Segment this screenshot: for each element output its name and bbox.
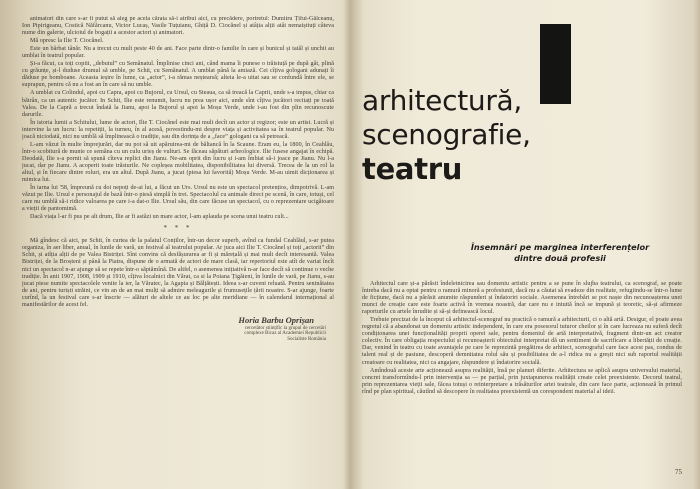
paragraph: A umblat cu Colindul, apoi cu Capra, apoi cu Bujorul, cu Ursul, cu Steaua, ca să treacă la Caprii, unde s-a impus, chiar ca bătrân, ca un autentic jucător. In Schit, Ilie este renumit, lucru nu prea ușor aici, unde sînt cîțiva jucători recitați pe toată Valea. De la Capră a trecut îndată la Jianu, apoi la Bujorul și apoi la Moșu Verde, unde i-au fost din plin recunoscute darurile.: [22, 90, 334, 118]
paragraph: Dacă viața l-ar fi pus pe alt drum, Ilie ar fi astăzi un mare actor, l-am aplauda pe scena unui teatru cult...: [30, 214, 289, 221]
paragraph: Este un bărbat tânăr. Nu a trecut cu mult peste 40 de ani. Face parte dintr-o familie în care și bunicul și tatăl și unchii au umblat în teatrul popular.: [22, 46, 334, 60]
title-line: arhitectură,: [362, 84, 522, 117]
author-name: Horia Barbu Oprișan: [238, 314, 314, 325]
paragraph: L-am văzut în multe împrejurări, dar nu pot să uit apăruirea-mi de băltancă în la Scaune. Eram eu, la 1800, în Ceahlău, într-o scobitură de munte ce semăna cu un culu urieș de vulturi. Se făceau săpături arheologice. Ilie fusese angajat în echipă. Deodată, Ilie s-a pornit să spună cîteva replici din Jianu. Ne-am oprit din lucru și i-am îmbiat să-i joace pe Jianu. Nu l-a jucat, dar pe Jianu. A acoperit toate trăsturile. Ne copleșea mobilitatea, disponibilitatea lui diversă. Trecea de la un rol la altul, și în fiecare dintre roluri, era un altul. După Jianu, a jucat (piesa lui favorită) Moșu Verde. M-au uimit dicționarea și mimica lui.: [22, 141, 334, 184]
paragraph: animatori din care s-ar fi putut să aleg pe acela cărata să-i atribui aici, cu precădere, portretul: Dumitru Țifui-Gălceanu, Ion Pipirigeanu, Costică Năfărcanu, Victor Lucaș, Vasile Tuțuianu, Ghiță D. Ciocănel și atâția alții atât nemaiștiuți câteva nume din galerie, ulcioiul de bogații a acestor actori și animatori.: [22, 16, 334, 37]
paragraph: Și-a făcut, ca toți copiii, „debutul” cu Semănatul. Împlinise cinci ani, când mama îi punese o trăistuță pe după gât, plină cu grăunțe, și-l duduse drumul să umble, pe Schit, cu Semănatul. A umblat până la amiază. Cei cîțiva gologani adunați îi dăduse pe bomboane. Aceasta ieșire în lume, ca „actor”, i-a rămas neștearsă; alteia le-a uitat sau se confundă între ele, se suprapun, pentru că nu a fost an în care să nu umble.: [22, 61, 334, 89]
paragraph: Mă opresc la Ilie T. Ciocănel.: [30, 38, 104, 45]
page-number: 75: [675, 468, 682, 476]
author-note-line: Socialiste România: [287, 336, 326, 342]
paragraph: Trebuie precizat de la început că arhitectul-scenograf nu practică o ramură a arhitecturii, ci o altă artă. Desigur, el poate avea regretul că a abandonat un domeniu artistic independent, în care era posesorul tuturor cheilor și în care lucreaza nu suferă decît condiționarea unei funcționalități proprii operei sale, pentru domeniul de artă interpretativă, fragment dintr-un act creator colectiv. În care obligația respectului și recunoașterii obiectului interpretat dă un sentiment de sacrificare a libertății de creație. Dar, venind în teatru cu toate avantajele pe care le reprezintă pregătirea de arhitect, scenograful care face acest pas, condus de talent real și de pasiune, descoperă demnitatea rolul său și posibilitatea de a-l ridica nu a greșit nici sub raportul realității creatoare cu realitatea, nici ca angajare, răspundere și îndatorire socială.: [362, 317, 682, 366]
article-subtitle: [460, 242, 660, 264]
left-column: [22, 16, 334, 343]
paragraph: În istoria lumii a Schitului, lume de actori, Ilie T. Ciocănel este mai mult decît un actor și regizor; este un artist. Lucră și intervine la un lucru: la repetiții, la turneu, în al acesă, povestindu-mi despre viața și activitatea sa în teatrul popular. Nu joacă niciodată, nici nu umblă să împlinească o tradiție, sau din dorința de a „face” gologani ca să petreacă.: [22, 119, 334, 140]
paragraph: În iarna lui '58, împreună cu doi nepoți de-ai lui, a făcut un Urs. Ursul nu este un spectacol pretențios, dimpotrivă. L-am văzut pe Ilie. Ursul e personajul de bază într-o piesă simplă în trei. Spectacolul cu animale direct pe scenă, în care, totuși, cel care nu umblă să-i ridice valoarea pe care i-a dat-o Ilie. Ursul său, din care făcuse un spectacol, cu o reprezentare ucigătoare a vieții de pantomimă.: [22, 185, 334, 213]
subtitle-line: Însemnări pe marginea interferențelor: [470, 242, 650, 252]
section-separator: * * *: [163, 224, 193, 233]
article-body: [362, 281, 682, 397]
author-note-line: complexe Bicaz al Academiei Republicii: [244, 331, 326, 337]
paragraph: Amîndouă aceste arte acționează asupra realității, însă pe planuri diferite. Arhitectura se aplică asupra universului material, concret transformîndu-l prin intervenția sa — pe parțial, prin juxtapunerea realității create celei preexistente. Decorul teatral, prin reprezentarea vieții sale, făcea totuși o reinterpretare a trăsăturilor artei teatrale, din care face parte, acționează în primul rînd pe plan spiritual, căutînd să descopere în realitatea preexistentă un corespondent material al ideii.: [362, 367, 682, 395]
title-line: teatru: [362, 152, 463, 186]
left-page: [22, 16, 334, 476]
subtitle-line: dintre două profesii: [514, 253, 606, 263]
title-line: scenografie,: [362, 118, 531, 151]
article-title: [362, 84, 682, 186]
author-note-line: cercetător științific la grupul de cercetări: [244, 325, 326, 331]
paragraph: Mă gîndesc că aici, pe Schit, în curtea de la palatul Conților, într-un decor superb, avînd ca fundal Ceahlăul, s-ar putea organiza, în aer liber, anual, în lunile de vară, un festival al teatrului popular. Ar juca aici Ilie T. Ciocănel și toți „actorii” din Schit, și atîția alții de pe Valea Bistriței. Sînt convins că desfășurarea ar fi și mărețală și mai mult decît interesantă. Valea Bistriței, de la Broșteni și până la Piatra, dispune de o armată de actori de mare clasă, iar repertoriul este atît de variat încît nici un spectacol n-ar ajunge să se repete într-o săptămînă. De altfel, o asemenea inițiativă n-ar face decît să continue o veche tradiție. În anii 1907, 1908, 1909 și 1910, cîțiva localnici din Vărat, ca si la Poiana Țigăieni, în lunile de vară, pe Jianu, s-au jucat piese numite spectacolele venite la ier, la Văratec, la Agapia și Bălțătești. Ideea s-ar cuveni reluată. Pentru seninătatea de ani, pentru turiști străini, ce vin an de an mai mulți să admire meleagurile și frumusețile țării noastre. S-ar ajunge, foarte curînd, la un festival care s-ar înscrie — alături de altele ce au loc pe alte meridiane — în calendarul internațional al manifestărilor de acest fel.: [22, 238, 334, 308]
right-page: [362, 16, 684, 476]
paragraph: Arhitectul care și-a părăsit îndeletnicirea sau domeniu artistic pentru a se pune în slujba teatrului, ca scenograf, se poate întreba dacă nu a optat pentru o ramură minoră a profesiunii, dacă nu a căutat să evadeze din realitate, refugiindu-se într-o lume de ficțiune, dacă nu a părăsit anumite răspunderi și îndatoriri sociale. Asemenea întrebări se pot naște din necunoașterea unei munci de creație care este foarte activă în vremea noastră, dar care nu e intuită încă se impună și teoretic, să-și afirmeze raporturile cu artele înrudite și să-și definească locul.: [362, 281, 682, 316]
